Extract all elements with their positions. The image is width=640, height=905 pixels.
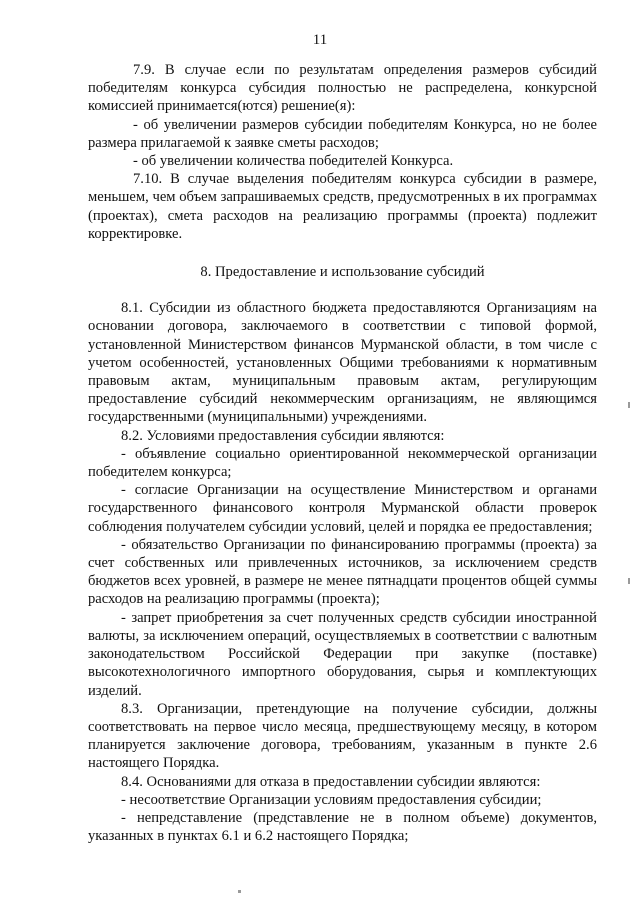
scan-mark xyxy=(238,890,241,893)
list-item: - обязательство Организации по финансированию программы (проекта) за счет собственных или привлеченных источников, за исключением средств бюджетов всех уровней, в размере не менее пятнадцати процентов общей суммы расходов на реализацию программы (проекта); xyxy=(88,536,597,608)
list-item: - об увеличении количества победителей Конкурса. xyxy=(133,153,454,170)
scan-mark xyxy=(628,402,630,408)
paragraph-7-10: 7.10. В случае выделения победителям конкурса субсидии в размере, меньшем, чем объем запрашиваемых средств, предусмотренных в их программах (проектах), смета расходов на реализацию программы (проекта) подлежит корректировке. xyxy=(88,171,597,242)
list-item: - согласие Организации на осуществление Министерством и органами государственного финансового контроля Мурманской области проверок соблюдения получателем субсидии условий, целей и порядка ее предоставления; xyxy=(88,482,597,535)
list-item: - несоответствие Организации условиям предоставления субсидии; xyxy=(121,791,542,808)
scan-mark xyxy=(628,578,630,584)
section-heading: 8. Предоставление и использование субсидий xyxy=(200,264,485,281)
page-number: 11 xyxy=(312,32,328,48)
paragraph-7-9: 7.9. В случае если по результатам определения размеров субсидий победителям конкурса субсидия полностью не распределена, конкурсной комиссией принимается(ются) решение(я): xyxy=(88,62,597,115)
document-body xyxy=(88,61,597,845)
list-item: - непредставление (представление не в полном объеме) документов, указанных в пунктах 6.1 и 6.2 настоящего Порядка; xyxy=(88,809,597,845)
paragraph-8-2: 8.2. Условиями предоставления субсидии являются: xyxy=(121,427,445,444)
list-item: - объявление социально ориентированной некоммерческой организации победителем конкурса; xyxy=(88,445,597,481)
list-item: - об увеличении размеров субсидии победителям Конкурса, но не более размера прилагаемой к заявке сметы расходов; xyxy=(88,116,597,151)
paragraph-8-1: 8.1. Субсидии из областного бюджета предоставляются Организациям на основании договора, заключаемого в соответствии с типовой формой, установленной Министерством финансов Мурманской области, в том числе с учетом особенностей, установленных Общими требованиями к нормативным правовым актам, муниципальным правовым актам, регулирующим предоставление субсидий некоммерческим организациям, не являющимся государственными (муниципальными) учреждениями. xyxy=(88,300,597,426)
list-item: - запрет приобретения за счет полученных средств субсидии иностранной валюты, за исключением операций, осуществляемых в соответствии с валютным законодательством Российской Федерации при закупке (поставке) высокотехнологичного импортного оборудования, сырья и комплектующих изделий. xyxy=(88,609,597,699)
paragraph-8-4: 8.4. Основаниями для отказа в предоставлении субсидии являются: xyxy=(121,773,541,790)
paragraph-8-3: 8.3. Организации, претендующие на получение субсидии, должны соответствовать на первое число месяца, предшествующему месяцу, в котором планируется заключение договора, требованиям, указанным в пункте 2.6 настоящего Порядка. xyxy=(88,700,597,772)
